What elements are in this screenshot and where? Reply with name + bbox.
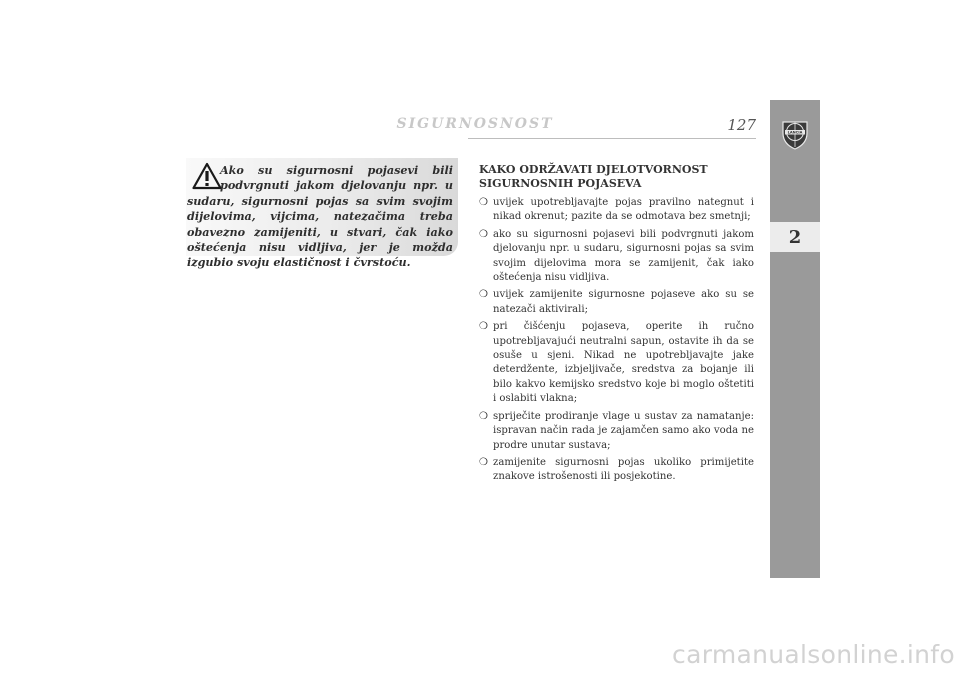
warning-text-block bbox=[187, 163, 453, 271]
list-item bbox=[479, 456, 754, 485]
list-item bbox=[479, 320, 754, 406]
page-number: 127 bbox=[727, 116, 756, 134]
chapter-number-tab: 2 bbox=[770, 222, 820, 252]
warning-icon-spacer bbox=[187, 163, 220, 191]
list-item-text: pri čišćenju pojaseva, operite ih ručno upotrebljavajući neutralni sapun, ostavite ih da se osuše u sjeni. Nikad ne upotrebljavajte jake deterdžente, izbjeljivače, sredstva za bojanje ili bilo kakvo kemijsko sredstvo koje bi moglo oštetiti i oslabiti vlakna; bbox=[493, 321, 754, 405]
bullet-circle-icon: ❍ bbox=[479, 410, 488, 422]
warning-text: Ako su sigurnosni pojasevi bili podvrgnuti jakom djelovanju npr. u sudaru, sigurnosni pojas sa svim svojim dijelovima, vijcima, natezačima treba obavezno zamijeniti, u stvari, čak iako oštećenja nisu vidljiva, jer je možda izgubio svoju elastičnost i čvrstoću. bbox=[187, 163, 453, 270]
header-divider bbox=[468, 138, 756, 139]
watermark-text: carmanualsonline.info bbox=[672, 640, 955, 669]
list-item-text: ako su sigurnosni pojasevi bili podvrgnuti jakom djelovanju npr. u sudaru, sigurnosni pojas sa svim svojim dijelovima mora se zamijenit, čak iako oštećenja nisu vidljiva. bbox=[493, 228, 754, 284]
list-item bbox=[479, 196, 754, 225]
bullet-circle-icon: ❍ bbox=[479, 321, 488, 333]
maintenance-bullet-list bbox=[479, 196, 754, 488]
list-item-text: uvijek zamijenite sigurnosne pojaseve ako su se natezači aktivirali; bbox=[493, 289, 754, 315]
bullet-circle-icon: ❍ bbox=[479, 289, 488, 301]
section-heading: KAKO ODRŽAVATI DJELOTVORNOST SIGURNOSNIH POJASEVA bbox=[479, 163, 708, 190]
lancia-logo-icon bbox=[779, 118, 811, 150]
list-item bbox=[479, 228, 754, 286]
page-header-title: SIGURNOSNOST bbox=[396, 116, 554, 132]
list-item-text: uvijek upotrebljavajte pojas pravilno nategnut i nikad okrenut; pazite da se odmotava bez smetnji; bbox=[493, 197, 754, 223]
list-item bbox=[479, 288, 754, 317]
bullet-circle-icon: ❍ bbox=[479, 197, 488, 208]
list-item-text: zamijenite sigurnosni pojas ukoliko primijetite znakove istrošenosti ili posjekotine. bbox=[493, 456, 754, 483]
list-item-text: spriječite prodiranje vlage u sustav za namatanje: ispravan način rada je zajamčen samo ako voda ne prodre unutar sustava; bbox=[493, 410, 754, 451]
bullet-circle-icon: ❍ bbox=[479, 228, 488, 240]
lancia-logo-text: LANCIA bbox=[787, 130, 803, 135]
list-item bbox=[479, 410, 754, 453]
bullet-circle-icon: ❍ bbox=[479, 456, 488, 468]
chapter-sidebar bbox=[770, 100, 820, 578]
